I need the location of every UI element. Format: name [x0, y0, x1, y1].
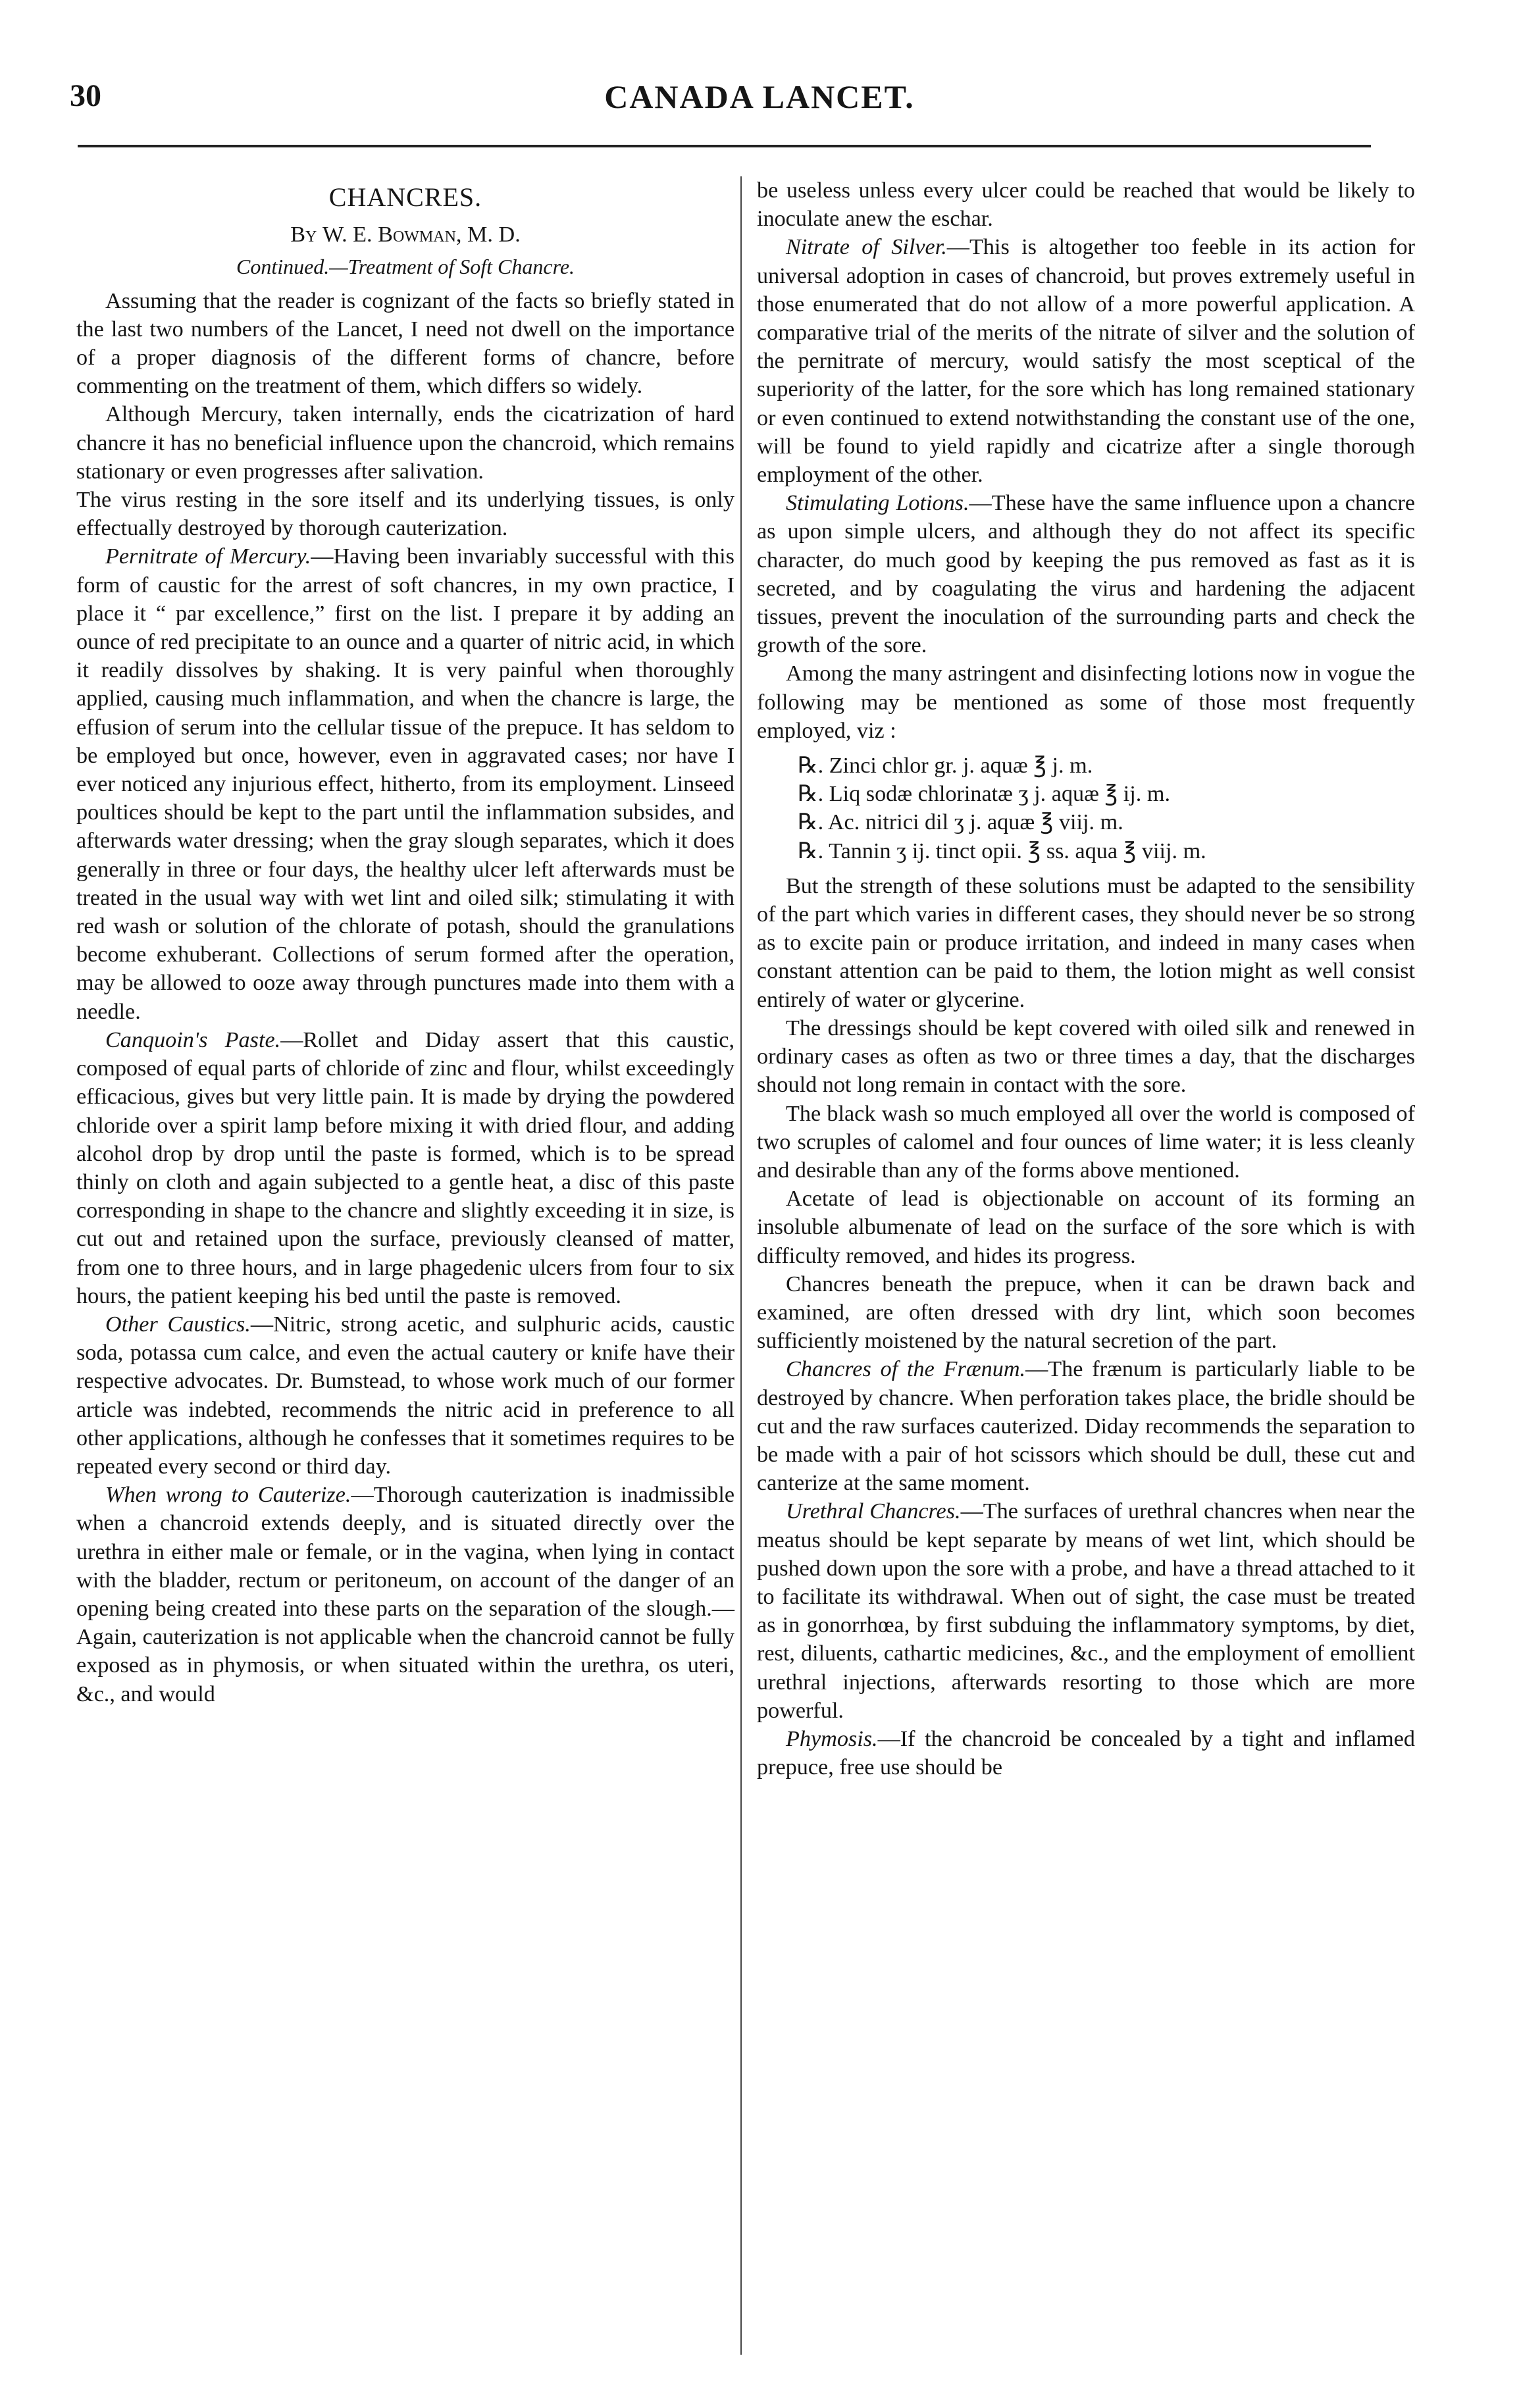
page-number: 30: [70, 78, 101, 113]
paragraph-text: —The frænum is particularly liable to be destroyed by chancre. When perforation takes place, the bridle should be cut and the raw surfaces cauterized. Diday recommends the separation to be made with a pair of hot scissors which should be dull, these cut and canterize at the same moment.: [757, 1357, 1415, 1496]
paragraph: Chancres beneath the prepuce, when it can be drawn back and examined, are often dressed with dry lint, which soon becomes sufficiently moistened by the natural secretion of the part.: [757, 1271, 1415, 1354]
section-heading: Chancres of the Frænum.: [786, 1357, 1026, 1382]
section-heading: Nitrate of Silver.: [786, 235, 947, 260]
section-heading: Urethral Chancres.: [786, 1499, 961, 1524]
paragraph-text: —These have the same influence upon a chancre as upon simple ulcers, and although they do not affect its specific character, do much good by keeping the pus removed as fast as it is secreted, and by coagulating the virus and hardening the adjacent tissues, prevent the inoculation of the surrounding parts and check the growth of the sore.: [757, 491, 1415, 658]
running-head: CANADA LANCET.: [604, 78, 915, 115]
article-subtitle: Continued.—Treatment of Soft Chancre.: [236, 255, 575, 279]
section-heading: Phymosis.: [786, 1726, 878, 1751]
article-byline: [76, 220, 734, 249]
column-divider: [740, 176, 742, 2355]
paragraph: [76, 1481, 734, 1708]
paragraph-text: —If the chancroid be concealed by a tight and inflamed prepuce, free use should be: [757, 1726, 1415, 1780]
right-column: [757, 176, 1415, 1781]
article-title: CHANCRES.: [328, 182, 482, 212]
header-rule: [78, 145, 1371, 147]
paragraph: But the strength of these solutions must be adapted to the sensibility of the part which varies in different cases, they should never be so strong as to excite pain or produce irritation, and indeed in many cases when constant attention can be paid to them, the lotion might as well consist entirely of water or glycerine.: [757, 873, 1415, 1012]
prescription-item: ℞. Zinci chlor gr. j. aquæ ℥ j. m.: [798, 754, 1093, 779]
paragraph: [757, 489, 1415, 659]
section-heading: Other Caustics.: [105, 1312, 251, 1337]
paragraph: be useless unless every ulcer could be reached that would be likely to inoculate anew the eschar.: [757, 178, 1415, 232]
prescription-item: ℞. Ac. nitrici dil ʒ j. aquæ ℥ viij. m.: [798, 810, 1123, 835]
paragraph: Assuming that the reader is cognizant of the facts so briefly stated in the last two numbers of the Lancet, I need not dwell on the importance of a proper diagnosis of the different forms of chancre, before commenting on the treatment of them, which differs so widely.: [76, 288, 734, 399]
paragraph: [757, 1355, 1415, 1497]
paragraph: [757, 1725, 1415, 1781]
paragraph-text: —Nitric, strong acetic, and sulphuric acids, caustic soda, potassa cum calce, and even the actual cautery or knife have their respective advocates. Dr. Bumstead, to whose work much of our former article was indebted, recommends the nitric acid in preference to all other applications, although he confesses that it sometimes requires to be repeated every second or third day.: [76, 1312, 734, 1479]
paragraph: [76, 1310, 734, 1481]
paragraph: Acetate of lead is objectionable on account of its forming an insoluble albumenate of lead on the surface of the sore which is with difficulty removed, and hides its progress.: [757, 1187, 1415, 1268]
paragraph-text: —This is altogether too feeble in its action for universal adoption in cases of chancroid, but proves extremely useful in those enumerated that do not allow of a more powerful application. A comparative trial of the merits of the nitrate of silver and the solution of the pernitrate of mercury, would satisfy the most sceptical of the superiority of the latter, for the sore which has long remained stationary or even continued to extend notwithstanding the constant use of the one, will be found to yield rapidly and cicatrize after a single thorough employment of the other.: [757, 235, 1415, 488]
paragraph-text: —Rollet and Diday assert that this caustic, composed of equal parts of chloride of zinc and flour, whilst exceedingly efficacious, gives but very little pain. It is made by drying the powdered chloride over a spirit lamp before mixing it with dried flour, and adding alcohol drop by drop until the paste is formed, which is to be spread thinly on cloth and again subjected to a gentle heat, a disc of this paste corresponding in shape to the chancre and slightly exceeding it in size, is cut out and retained upon the surface, previously cleansed of matter, from one to three hours, and in large phagedenic ulcers from four to six hours, the patient keeping his bed until the paste is removed.: [76, 1027, 734, 1308]
paragraph: The dressings should be kept covered with oiled silk and renewed in ordinary cases as often as two or three times a day, that the discharges should not long remain in contact with the sore.: [757, 1015, 1415, 1098]
section-heading: When wrong to Cauterize.: [105, 1483, 351, 1508]
left-column: [76, 176, 734, 1708]
paragraph-text: —Thorough cauterization is inadmissible when a chancroid extends deeply, and is situated directly over the urethra in either male or female, or in the vagina, when lying in contact with the bladder, rectum or peritoneum, on account of the danger of an opening being created into these parts on the separation of the slough.— Again, cauterization is not applicable when the chancroid cannot be fully exposed as in phymosis, or when situated within the urethra, os uteri, &c., and would: [76, 1483, 734, 1706]
paragraph: [76, 1026, 734, 1310]
paragraph: The virus resting in the sore itself and its underlying tissues, is only effectually destroyed by thorough cauterization.: [76, 488, 734, 541]
section-heading: Canquoin's Paste.: [105, 1027, 281, 1052]
paragraph-text: —The surfaces of urethral chancres when near the meatus should be kept separate by means of wet lint, which should be pushed down upon the sore with a probe, and have a thread attached to it to facilitate its withdrawal. When out of sight, the case must be treated as in gonorrhœa, by first subduing the inflammatory symptoms, by diet, rest, diluents, cathartic medicines, &c., and the employment of emollient urethral injections, afterwards resorting to those which are more powerful.: [757, 1499, 1415, 1723]
prescription-item: ℞. Tannin ʒ ij. tinct opii. ℥ ss. aqua ℥ viij. m.: [798, 838, 1206, 863]
paragraph: [757, 233, 1415, 489]
prescription-list: [798, 752, 1415, 865]
section-heading: Pernitrate of Mercury.: [105, 544, 311, 569]
paragraph: The black wash so much employed all over the world is composed of two scruples of calomel and four ounces of lime water; it is less cleanly and desirable than any of the forms above mentioned.: [757, 1101, 1415, 1183]
paragraph: Although Mercury, taken internally, ends the cicatrization of hard chancre it has no beneficial influence upon the chancroid, which remains stationary or even progresses after salivation.: [76, 402, 734, 484]
byline-prefix: By: [290, 222, 317, 247]
article-author: W. E. Bowman, M. D.: [322, 222, 521, 247]
paragraph: Among the many astringent and disinfecting lotions now in vogue the following may be mentioned as some of those most frequently employed, viz :: [757, 661, 1415, 743]
paragraph-text: —Having been invariably successful with this form of caustic for the arrest of soft chancres, in my own practice, I place it “ par excellence,” first on the list. I prepare it by adding an ounce of red precipitate to an ounce and a quarter of nitric acid, in which it readily dissolves by shaking. It is very painful when thoroughly applied, causing much inflammation, and when the chancre is large, the effusion of serum into the cellular tissue of the prepuce. It has seldom to be employed but once, however, even in aggravated cases; nor have I ever noticed any injurious effect, hitherto, from its employment. Linseed poultices should be kept to the part until the inflammation subsides, and afterwards water dressing; when the gray slough separates, which it does generally in three or four days, the healthy ulcer left afterwards must be treated in the usual way with wet lint and oiled silk; stimulating it with red wash or solution of the chlorate of potash, should the granulations become exhuberant. Collections of serum formed after the operation, may be allowed to ooze away through punctures made into them with a needle.: [76, 544, 734, 1024]
section-heading: Stimulating Lotions.: [786, 491, 969, 516]
paragraph: [76, 542, 734, 1025]
paragraph: [757, 1497, 1415, 1725]
prescription-item: ℞. Liq sodæ chlorinatæ ʒ j. aquæ ℥ ij. m.: [798, 782, 1171, 807]
